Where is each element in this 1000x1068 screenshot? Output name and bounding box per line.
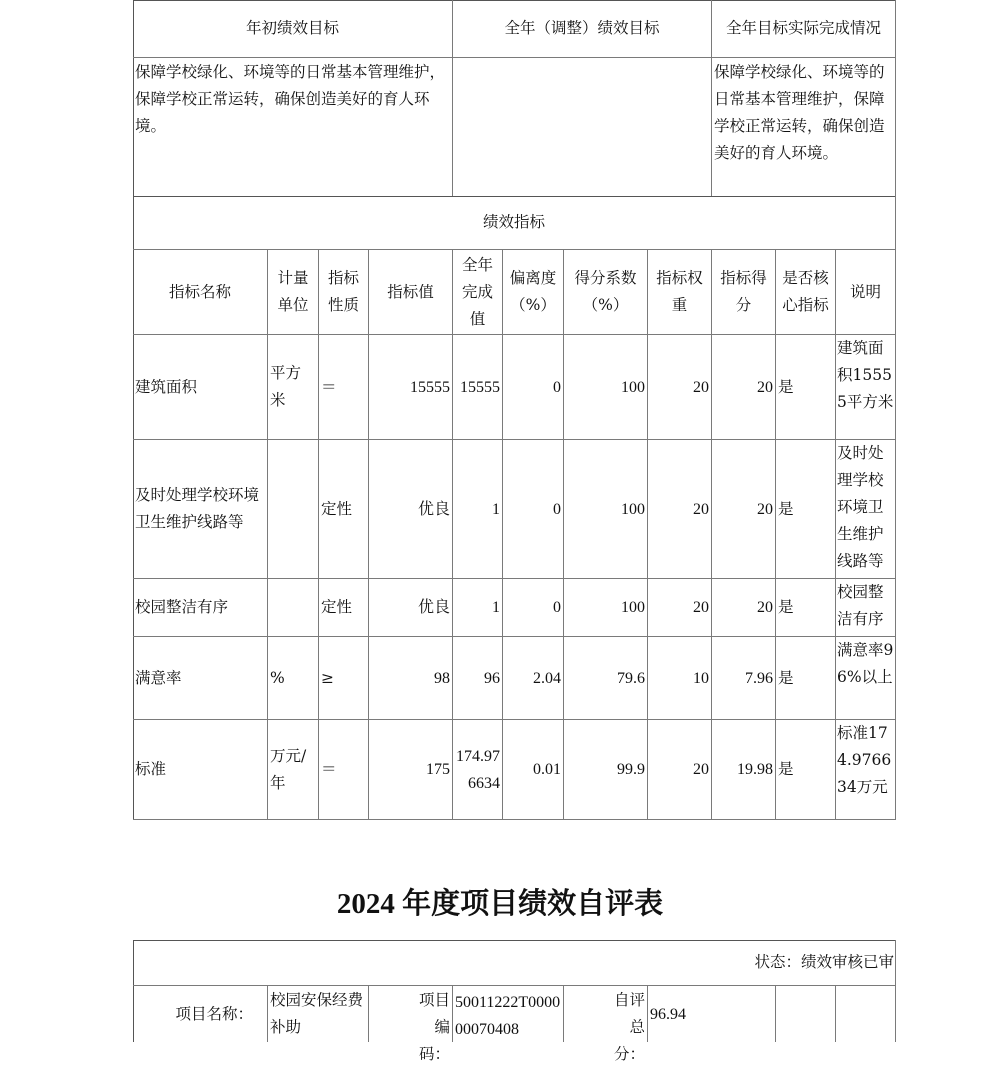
row-3-actual: 1 <box>453 579 503 637</box>
row-2-core: 是 <box>776 440 836 579</box>
column-header-unit: 计量单位 <box>268 250 319 335</box>
row-3-score: 20 <box>712 579 776 637</box>
row-1-score: 20 <box>712 335 776 440</box>
row-1-target: 15555 <box>369 335 453 440</box>
row-4-score: 7.96 <box>712 637 776 720</box>
row-3-weight: 20 <box>648 579 712 637</box>
column-header-score: 指标得分 <box>712 250 776 335</box>
actual-completion-text: 保障学校绿化、环境等的日常基本管理维护，保障学校正常运转，确保创造美好的育人环境。 <box>712 58 896 197</box>
header-initial-goal: 年初绩效目标 <box>133 0 453 58</box>
column-header-core: 是否核心指标 <box>776 250 836 335</box>
row-5-nature: ＝ <box>319 720 369 820</box>
empty-cell-1 <box>776 986 836 1042</box>
row-4-weight: 10 <box>648 637 712 720</box>
row-2-unit <box>268 440 319 579</box>
header-actual-completion: 全年目标实际完成情况 <box>712 0 896 58</box>
row-3-note: 校园整洁有序 <box>836 579 896 637</box>
total-score-value: 96.94 <box>648 986 776 1042</box>
row-3-deviation: 0 <box>503 579 564 637</box>
row-4-deviation: 2.04 <box>503 637 564 720</box>
project-name-label: 项目名称： <box>133 986 268 1042</box>
row-2-coefficient: 100 <box>564 440 648 579</box>
row-2-actual: 1 <box>453 440 503 579</box>
row-1-weight: 20 <box>648 335 712 440</box>
row-5-actual: 174.976634 <box>453 720 503 820</box>
row-3-nature: 定性 <box>319 579 369 637</box>
row-4-name: 满意率 <box>133 637 268 720</box>
project-code-value: 50011222T000000070408 <box>453 986 564 1042</box>
row-2-target: 优良 <box>369 440 453 579</box>
row-4-note: 满意率96%以上 <box>836 637 896 720</box>
indicators-section-title: 绩效指标 <box>133 196 896 250</box>
row-1-nature: ＝ <box>319 335 369 440</box>
row-4-core: 是 <box>776 637 836 720</box>
column-header-weight: 指标权重 <box>648 250 712 335</box>
row-4-coefficient: 79.6 <box>564 637 648 720</box>
row-4-nature: ≥ <box>319 637 369 720</box>
status-text: 状态：绩效审核已审 <box>133 940 896 986</box>
row-3-core: 是 <box>776 579 836 637</box>
row-5-name: 标准 <box>133 720 268 820</box>
column-header-name: 指标名称 <box>133 250 268 335</box>
column-header-actual: 全年完成值 <box>453 250 503 335</box>
row-3-name: 校园整洁有序 <box>133 579 268 637</box>
row-2-score: 20 <box>712 440 776 579</box>
row-1-core: 是 <box>776 335 836 440</box>
row-5-target: 175 <box>369 720 453 820</box>
row-1-name: 建筑面积 <box>133 335 268 440</box>
row-2-weight: 20 <box>648 440 712 579</box>
row-5-weight: 20 <box>648 720 712 820</box>
column-header-nature: 指标性质 <box>319 250 369 335</box>
row-1-note: 建筑面积15555平方米 <box>836 335 896 440</box>
row-2-name: 及时处理学校环境卫生维护线路等 <box>133 440 268 579</box>
adjusted-goal-text <box>453 58 712 197</box>
form-title: 2024 年度项目绩效自评表 <box>336 888 664 920</box>
header-adjusted-goal: 全年（调整）绩效目标 <box>453 0 712 58</box>
row-1-unit: 平方米 <box>268 335 319 440</box>
project-name-value: 校园安保经费补助 <box>268 986 369 1042</box>
row-3-coefficient: 100 <box>564 579 648 637</box>
row-2-deviation: 0 <box>503 440 564 579</box>
empty-cell-2 <box>836 986 896 1042</box>
row-4-unit: % <box>268 637 319 720</box>
row-1-deviation: 0 <box>503 335 564 440</box>
row-2-nature: 定性 <box>319 440 369 579</box>
row-5-unit: 万元/年 <box>268 720 319 820</box>
row-3-target: 优良 <box>369 579 453 637</box>
row-2-note: 及时处理学校环境卫生维护线路等 <box>836 440 896 579</box>
row-4-actual: 96 <box>453 637 503 720</box>
row-5-score: 19.98 <box>712 720 776 820</box>
row-5-core: 是 <box>776 720 836 820</box>
row-4-target: 98 <box>369 637 453 720</box>
initial-goal-text: 保障学校绿化、环境等的日常基本管理维护，保障学校正常运转，确保创造美好的育人环境。 <box>133 58 453 197</box>
column-header-note: 说明 <box>836 250 896 335</box>
row-5-note: 标准174.976634万元 <box>836 720 896 820</box>
project-code-label: 项目编码： <box>369 986 453 1042</box>
total-score-label: 自评总分： <box>564 986 648 1042</box>
column-header-coefficient: 得分系数（%） <box>564 250 648 335</box>
row-5-deviation: 0.01 <box>503 720 564 820</box>
row-1-coefficient: 100 <box>564 335 648 440</box>
row-3-unit <box>268 579 319 637</box>
column-header-target: 指标值 <box>369 250 453 335</box>
row-1-actual: 15555 <box>453 335 503 440</box>
row-5-coefficient: 99.9 <box>564 720 648 820</box>
column-header-deviation: 偏离度（%） <box>503 250 564 335</box>
